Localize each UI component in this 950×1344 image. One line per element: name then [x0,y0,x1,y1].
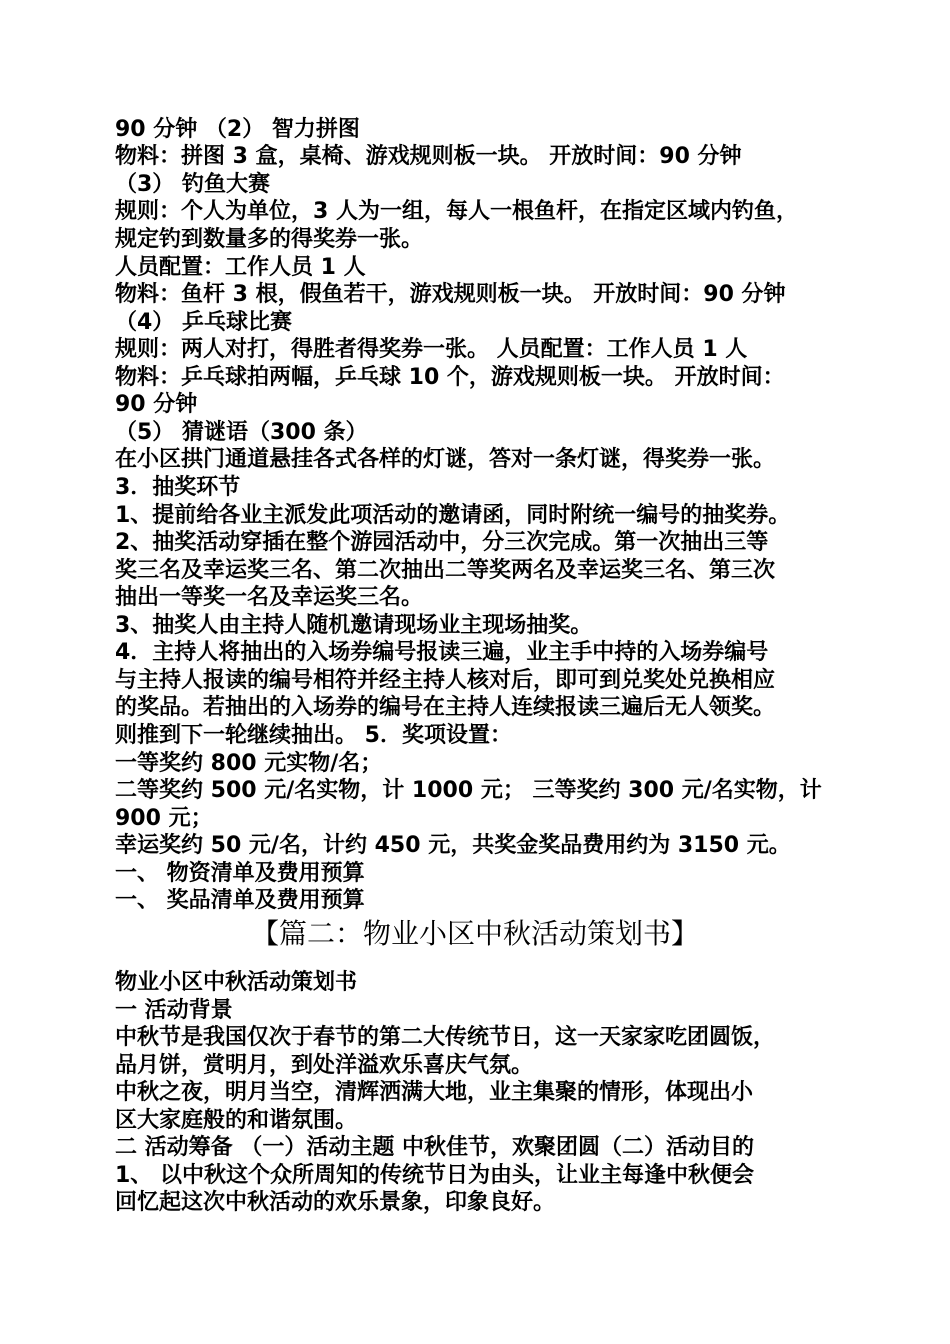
text-line: 1、 以中秋这个众所周知的传统节日为由头，让业主每逢中秋便会 [115,1163,754,1188]
text-line: 规则：两人对打，得胜者得奖券一张。 人员配置：工作人员 1 人 [115,337,748,362]
text-line: 二等奖约 500 元/名实物，计 1000 元； 三等奖约 300 元/名实物，计 [115,778,822,803]
text-line: 幸运奖约 50 元/名，计约 450 元，共奖金奖品费用约为 3150 元。 [115,833,791,858]
text-line: 人员配置：工作人员 1 人 [115,255,366,280]
text-line: 区大家庭般的和谐氛围。 [115,1108,358,1133]
text-line: 90 分钟 （2） 智力拼图 [115,117,360,142]
text-line: 奖三名及幸运奖三名、第二次抽出二等奖两名及幸运奖三名、第三次 [115,558,776,583]
text-line: 90 分钟 [115,392,198,417]
text-line: 物业小区中秋活动策划书 [115,970,358,995]
text-line: 回忆起这次中秋活动的欢乐景象，印象良好。 [115,1190,556,1215]
text-line: 品月饼，赏明月，到处洋溢欢乐喜庆气氛。 [115,1053,534,1078]
text-line: 4．主持人将抽出的入场券编号报读三遍，业主手中持的入场券编号 [115,640,769,665]
text-line: 物料：鱼杆 3 根，假鱼若干，游戏规则板一块。 开放时间：90 分钟 [115,282,786,307]
section-title: 【篇二：物业小区中秋活动策划书】 [250,917,699,950]
text-line: 在小区拱门通道悬挂各式各样的灯谜，答对一条灯谜，得奖券一张。 [115,447,776,472]
text-line: 3、抽奖人由主持人随机邀请现场业主现场抽奖。 [115,613,593,638]
text-line: （3） 钓鱼大赛 [115,172,270,197]
text-line: 3．抽奖环节 [115,475,241,500]
text-line: 900 元； [115,806,213,831]
text-line: 抽出一等奖一名及幸运奖三名。 [115,585,424,610]
text-line: （5） 猜谜语（300 条） [115,420,368,445]
text-line: 的奖品。若抽出的入场券的编号在主持人连续报读三遍后无人领奖。 [115,695,776,720]
text-line: 1、提前给各业主派发此项活动的邀请函，同时附统一编号的抽奖券。 [115,503,791,528]
text-line: 一等奖约 800 元实物/名； [115,751,383,776]
text-line: 一 活动背景 [115,998,233,1023]
text-line: 与主持人报读的编号相符并经主持人核对后，即可到兑奖处兑换相应 [115,668,776,693]
text-line: 物料：乒乓球拍两幅，乒乓球 10 个，游戏规则板一块。 开放时间： [115,365,785,390]
text-line: 则推到下一轮继续抽出。 5．奖项设置： [115,723,512,748]
text-line: 物料：拼图 3 盒，桌椅、游戏规则板一块。 开放时间：90 分钟 [115,144,742,169]
text-line: 一、 奖品清单及费用预算 [115,888,365,913]
text-line: 2、抽奖活动穿插在整个游园活动中，分三次完成。第一次抽出三等 [115,530,769,555]
text-line: 二 活动筹备 （一）活动主题 中秋佳节，欢聚团圆（二）活动目的 [115,1135,754,1160]
text-line: 一、 物资清单及费用预算 [115,861,365,886]
text-line: 中秋节是我国仅次于春节的第二大传统节日，这一天家家吃团圆饭， [115,1025,776,1050]
text-line: （4） 乒乓球比赛 [115,310,292,335]
text-line: 规定钓到数量多的得奖券一张。 [115,227,424,252]
text-line: 规则：个人为单位，3 人为一组，每人一根鱼杆，在指定区域内钓鱼， [115,199,798,224]
text-line: 中秋之夜，明月当空，清辉洒满大地，业主集聚的情形，体现出小 [115,1080,754,1105]
